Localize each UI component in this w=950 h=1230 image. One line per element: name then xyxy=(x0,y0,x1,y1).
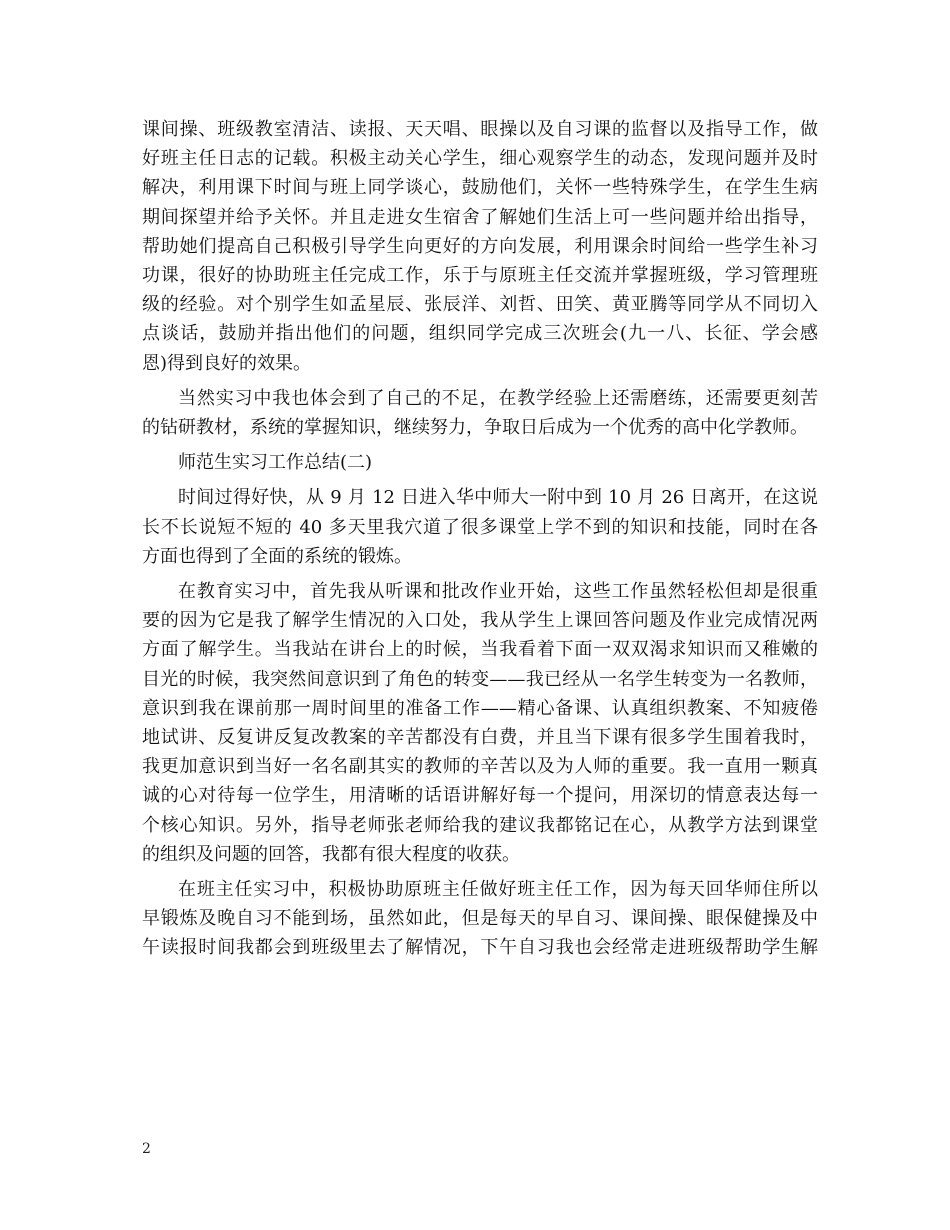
text-line: 我更加意识到当好一名名副其实的教师的辛苦以及为人师的重要。我一直用一颗真 xyxy=(142,756,818,778)
text-line: 早锻炼及晚自习不能到场，虽然如此，但是每天的早自习、课间操、眼保健操及中 xyxy=(142,908,818,930)
paragraph-shortcomings xyxy=(142,384,818,442)
text-line: 级的经验。对个别学生如孟星辰、张辰洋、刘哲、田笑、黄亚腾等同学从不同切入 xyxy=(142,294,818,316)
text-line: 期间探望并给予关怀。并且走进女生宿舍了解她们生活上可一些问题并给出指导， xyxy=(142,206,818,228)
text-line: 在教育实习中，首先我从听课和批改作业开始，这些工作虽然轻松但却是很重 xyxy=(178,581,818,603)
paragraph-class-duties xyxy=(142,115,818,378)
text-line: 好班主任日志的记载。积极主动关心学生，细心观察学生的动态，发现问题并及时 xyxy=(142,148,818,170)
text-line: 在班主任实习中，积极协助原班主任做好班主任工作，因为每天回华师住所以 xyxy=(178,879,818,901)
text-line: 时间过得好快，从 9 月 12 日进入华中师大一附中到 10 月 26 日离开，在这说 xyxy=(178,487,818,509)
text-line: 要的因为它是我了解学生情况的入口处，我从学生上课回答问题及作业完成情况两 xyxy=(142,610,818,632)
paragraph-head-teacher-practice xyxy=(142,875,818,963)
text-line: 地试讲、反复讲反复改教案的辛苦都没有白费，并且当下课有很多学生围着我时， xyxy=(142,727,818,749)
text-line: 的钻研教材，系统的掌握知识，继续努力，争取日后成为一个优秀的高中化学教师。 xyxy=(142,417,808,439)
page-number: 2 xyxy=(142,1141,151,1157)
text-line: 课间操、班级教室清洁、读报、天天唱、眼操以及自习课的监督以及指导工作，做 xyxy=(142,119,818,140)
paragraph-intro xyxy=(142,483,818,571)
section-heading xyxy=(142,448,818,477)
text-line: 方面了解学生。当我站在讲台上的时候，当我看着下面一双双渴求知识而又稚嫩的 xyxy=(142,639,818,661)
text-line: 目光的时候，我突然间意识到了角色的转变——我已经从一名学生转变为一名教师， xyxy=(142,668,818,690)
heading-text: 师范生实习工作总结(二) xyxy=(178,452,373,474)
text-line: 诚的心对待每一位学生，用清晰的话语讲解好每一个提问，用深切的情意表达每一 xyxy=(142,785,818,807)
document-body xyxy=(142,115,818,969)
text-line: 长不长说短不短的 40 多天里我穴道了很多课堂上学不到的知识和技能，同时在各 xyxy=(142,516,818,538)
text-line: 恩)得到良好的效果。 xyxy=(142,352,312,374)
text-line: 当然实习中我也体会到了自己的不足，在教学经验上还需磨练，还需要更刻苦 xyxy=(178,387,818,409)
text-line: 点谈话，鼓励并指出他们的问题，组织同学完成三次班会(九一八、长征、学会感 xyxy=(142,323,818,345)
text-line: 的组织及问题的回答，我都有很大程度的收获。 xyxy=(142,843,520,865)
text-line: 意识到我在课前那一周时间里的准备工作——精心备课、认真组织教案、不知疲倦 xyxy=(142,697,818,719)
text-line: 午读报时间我都会到班级里去了解情况，下午自习我也会经常走进班级帮助学生解 xyxy=(142,937,818,959)
paragraph-teaching-practice xyxy=(142,577,818,869)
text-line: 帮助她们提高自己积极引导学生向更好的方向发展，利用课余时间给一些学生补习 xyxy=(142,235,818,257)
text-line: 个核心知识。另外，指导老师张老师给我的建议我都铭记在心，从教学方法到课堂 xyxy=(142,814,818,836)
text-line: 方面也得到了全面的系统的锻炼。 xyxy=(142,545,412,567)
text-line: 功课，很好的协助班主任完成工作，乐于与原班主任交流并掌握班级，学习管理班 xyxy=(142,265,818,287)
text-line: 解决，利用课下时间与班上同学谈心，鼓励他们，关怀一些特殊学生，在学生生病 xyxy=(142,177,818,199)
